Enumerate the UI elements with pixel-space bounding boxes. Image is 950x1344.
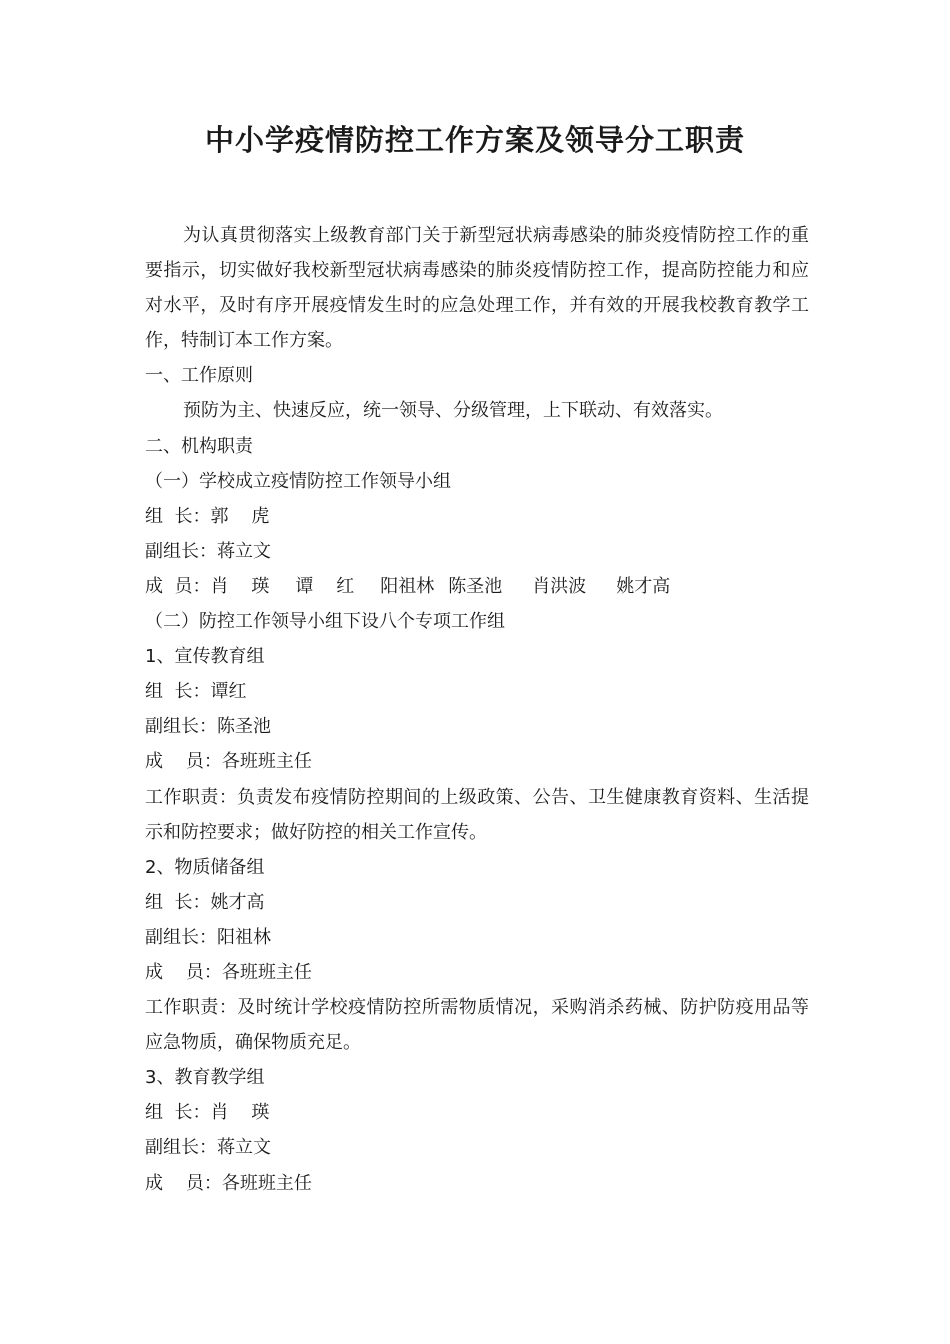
group-deputy-line: [145, 920, 809, 955]
member-name: 肖洪波: [532, 575, 587, 597]
group-name: 2、物质储备组: [145, 856, 265, 878]
group-leader-line: [145, 674, 809, 709]
subsection-heading-leading-group: （一）学校成立疫情防控工作领导小组: [145, 470, 451, 492]
document-body: [145, 218, 809, 1201]
group-leader-line: [145, 885, 809, 920]
leader-label: 组 长：: [145, 891, 211, 913]
member-name: 姚才高: [616, 575, 671, 597]
intro-paragraph: 为认真贯彻落实上级教育部门关于新型冠状病毒感染的肺炎疫情防控工作的重要指示，切实做好我校新型冠状病毒感染的肺炎疫情防控工作，提高防控能力和应对水平，及时有序开展疫情发生时的应急处理工作，并有效的开展我校教育教学工作，特制订本工作方案。: [145, 225, 809, 352]
members-text: 各班班主任: [221, 1172, 312, 1194]
deputy-name: 蒋立文: [217, 540, 271, 562]
deputy-label: 副组长：: [145, 716, 217, 738]
group-name: 1、宣传教育组: [145, 646, 265, 668]
members-text: 各班班主任: [221, 961, 312, 983]
group-members-line: [145, 744, 809, 779]
members-label: 成 员：: [145, 575, 211, 597]
member-name: 肖 瑛: [210, 575, 270, 597]
members-label: 成 员：: [145, 961, 222, 983]
deputy-name: 蒋立文: [217, 1137, 271, 1159]
group-duty: 工作职责：及时统计学校疫情防控所需物质情况，采购消杀药械、防护防疫用品等应急物质，确保物质充足。: [145, 997, 809, 1054]
section-heading-duties: 二、机构职责: [145, 435, 253, 457]
group-deputy-line: [145, 1130, 809, 1165]
deputy-name: 阳祖林: [217, 926, 271, 948]
group-name: 3、教育教学组: [145, 1067, 265, 1089]
group-leader-line: [145, 1095, 809, 1130]
deputy-label: 副组长：: [145, 540, 217, 562]
section-heading-principles: 一、工作原则: [145, 365, 253, 387]
group-deputy-line: [145, 709, 809, 744]
leader-name: 姚才高: [210, 891, 265, 913]
member-name: 谭 红: [295, 575, 355, 597]
members-text: 各班班主任: [221, 751, 312, 773]
deputy-label: 副组长：: [145, 1137, 217, 1159]
group-members-line: [145, 955, 809, 990]
leading-group-members-line: [145, 569, 809, 604]
member-name: 阳祖林: [380, 575, 435, 597]
leader-name: 郭 虎: [210, 505, 270, 527]
principles-text: 预防为主、快速反应，统一领导、分级管理，上下联动、有效落实。: [183, 400, 723, 422]
leader-name: 谭红: [210, 681, 247, 703]
member-name: 陈圣池: [448, 575, 503, 597]
leading-group-deputy-line: [145, 534, 809, 569]
group-duty: 工作职责：负责发布疫情防控期间的上级政策、公告、卫生健康教育资料、生活提示和防控要求；做好防控的相关工作宣传。: [145, 786, 809, 843]
deputy-name: 陈圣池: [217, 716, 271, 738]
group-members-line: [145, 1166, 809, 1201]
deputy-label: 副组长：: [145, 926, 217, 948]
subsection-heading-work-groups: （二）防控工作领导小组下设八个专项工作组: [145, 611, 505, 633]
members-label: 成 员：: [145, 1172, 222, 1194]
leader-label: 组 长：: [145, 1102, 211, 1124]
members-label: 成 员：: [145, 751, 222, 773]
leader-name: 肖 瑛: [210, 1102, 270, 1124]
leader-label: 组 长：: [145, 505, 211, 527]
leading-group-leader-line: [145, 499, 809, 534]
document-title: 中小学疫情防控工作方案及领导分工职责: [204, 123, 745, 157]
leader-label: 组 长：: [145, 681, 211, 703]
